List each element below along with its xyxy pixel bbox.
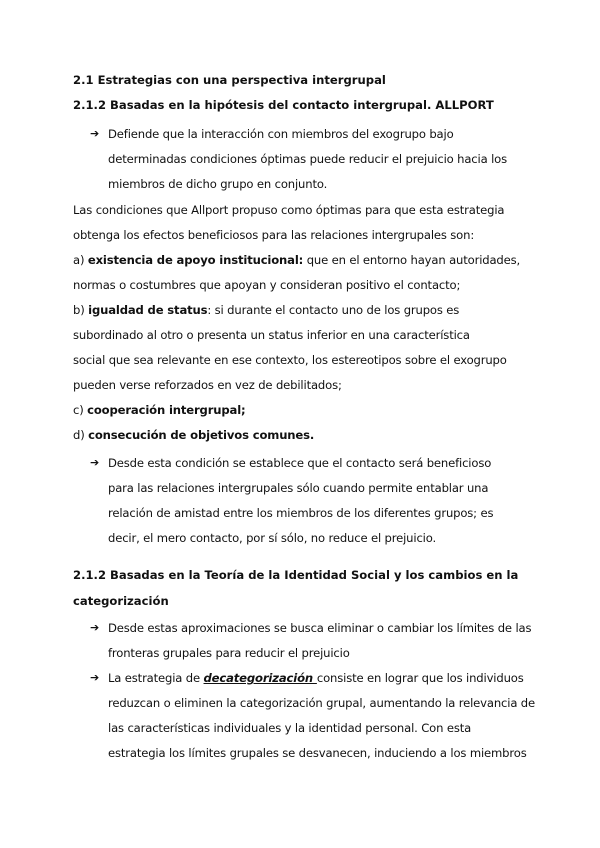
decategorization-term: decategorización	[203, 671, 317, 685]
bullet1-line: determinadas condiciones óptimas puede reducir el prejuicio hacia los	[108, 152, 507, 166]
condition-b-line: social que sea relevante en ese contexto, los estereotipos sobre el exogrupo	[73, 353, 507, 367]
condition-a-line: normas o costumbres que apoyan y consideran positivo el contacto;	[73, 278, 461, 292]
bullet4-prefix: La estrategia de	[108, 671, 204, 685]
condition-b-term: igualdad de status	[88, 303, 208, 317]
bullet4-line: reduzcan o eliminen la categorización grupal, aumentando la relevancia de	[108, 696, 535, 710]
condition-a-prefix: a)	[73, 253, 88, 267]
heading-2-1-2-contact: 2.1.2 Basadas en la hipótesis del contacto intergrupal. ALLPORT	[73, 98, 494, 112]
condition-b-line: pueden verse reforzados en vez de debilitados;	[73, 378, 342, 392]
bullet1-line: Defiende que la interacción con miembros del exogrupo bajo	[108, 127, 454, 141]
bullet1-line: miembros de dicho grupo en conjunto.	[108, 177, 328, 191]
heading-2-1-2-identity-cont: categorización	[73, 594, 169, 608]
condition-a	[73, 252, 520, 268]
condition-b-text: : si durante el contacto uno de los grupos es	[207, 303, 460, 317]
condition-a-term: existencia de apoyo institucional:	[87, 253, 304, 267]
condition-b	[73, 302, 459, 318]
arrow-bullet-icon: ➔	[90, 127, 100, 140]
bullet2-line: decir, el mero contacto, por sí sólo, no reduce el prejuicio.	[108, 531, 437, 545]
heading-2-1: 2.1 Estrategias con una perspectiva intergrupal	[73, 73, 386, 87]
bullet4-line: estrategia los límites grupales se desvanecen, induciendo a los miembros	[108, 746, 527, 760]
bullet3-line: fronteras grupales para reducir el prejuicio	[108, 646, 350, 660]
arrow-bullet-icon: ➔	[90, 456, 100, 469]
condition-b-line: subordinado al otro o presenta un status inferior en una característica	[73, 328, 470, 342]
bullet2-line: Desde esta condición se establece que el contacto será beneficioso	[108, 456, 492, 470]
intro-line: obtenga los efectos beneficiosos para las relaciones intergrupales son:	[73, 228, 475, 242]
bullet4-line	[108, 670, 524, 686]
bullet2-line: para las relaciones intergrupales sólo cuando permite entablar una	[108, 481, 489, 495]
condition-c-prefix: c)	[73, 403, 88, 417]
condition-a-text: que en el entorno hayan autoridades,	[303, 253, 521, 267]
bullet4-text: consiste en lograr que los individuos	[316, 671, 524, 685]
bullet3-line: Desde estas aproximaciones se busca eliminar o cambiar los límites de las	[108, 621, 532, 635]
intro-line: Las condiciones que Allport propuso como óptimas para que esta estrategia	[73, 203, 505, 217]
heading-2-1-2-identity: 2.1.2 Basadas en la Teoría de la Identidad Social y los cambios en la	[73, 568, 519, 582]
bullet4-line: las características individuales y la identidad personal. Con esta	[108, 721, 472, 735]
arrow-bullet-icon: ➔	[90, 621, 100, 634]
arrow-bullet-icon: ➔	[90, 671, 100, 684]
condition-d-term: consecución de objetivos comunes.	[88, 428, 315, 442]
condition-b-prefix: b)	[73, 303, 89, 317]
bullet2-line: relación de amistad entre los miembros de los diferentes grupos; es	[108, 506, 494, 520]
condition-c-term: cooperación intergrupal;	[87, 403, 246, 417]
condition-c	[73, 402, 246, 418]
condition-d	[73, 427, 314, 443]
condition-d-prefix: d)	[73, 428, 89, 442]
